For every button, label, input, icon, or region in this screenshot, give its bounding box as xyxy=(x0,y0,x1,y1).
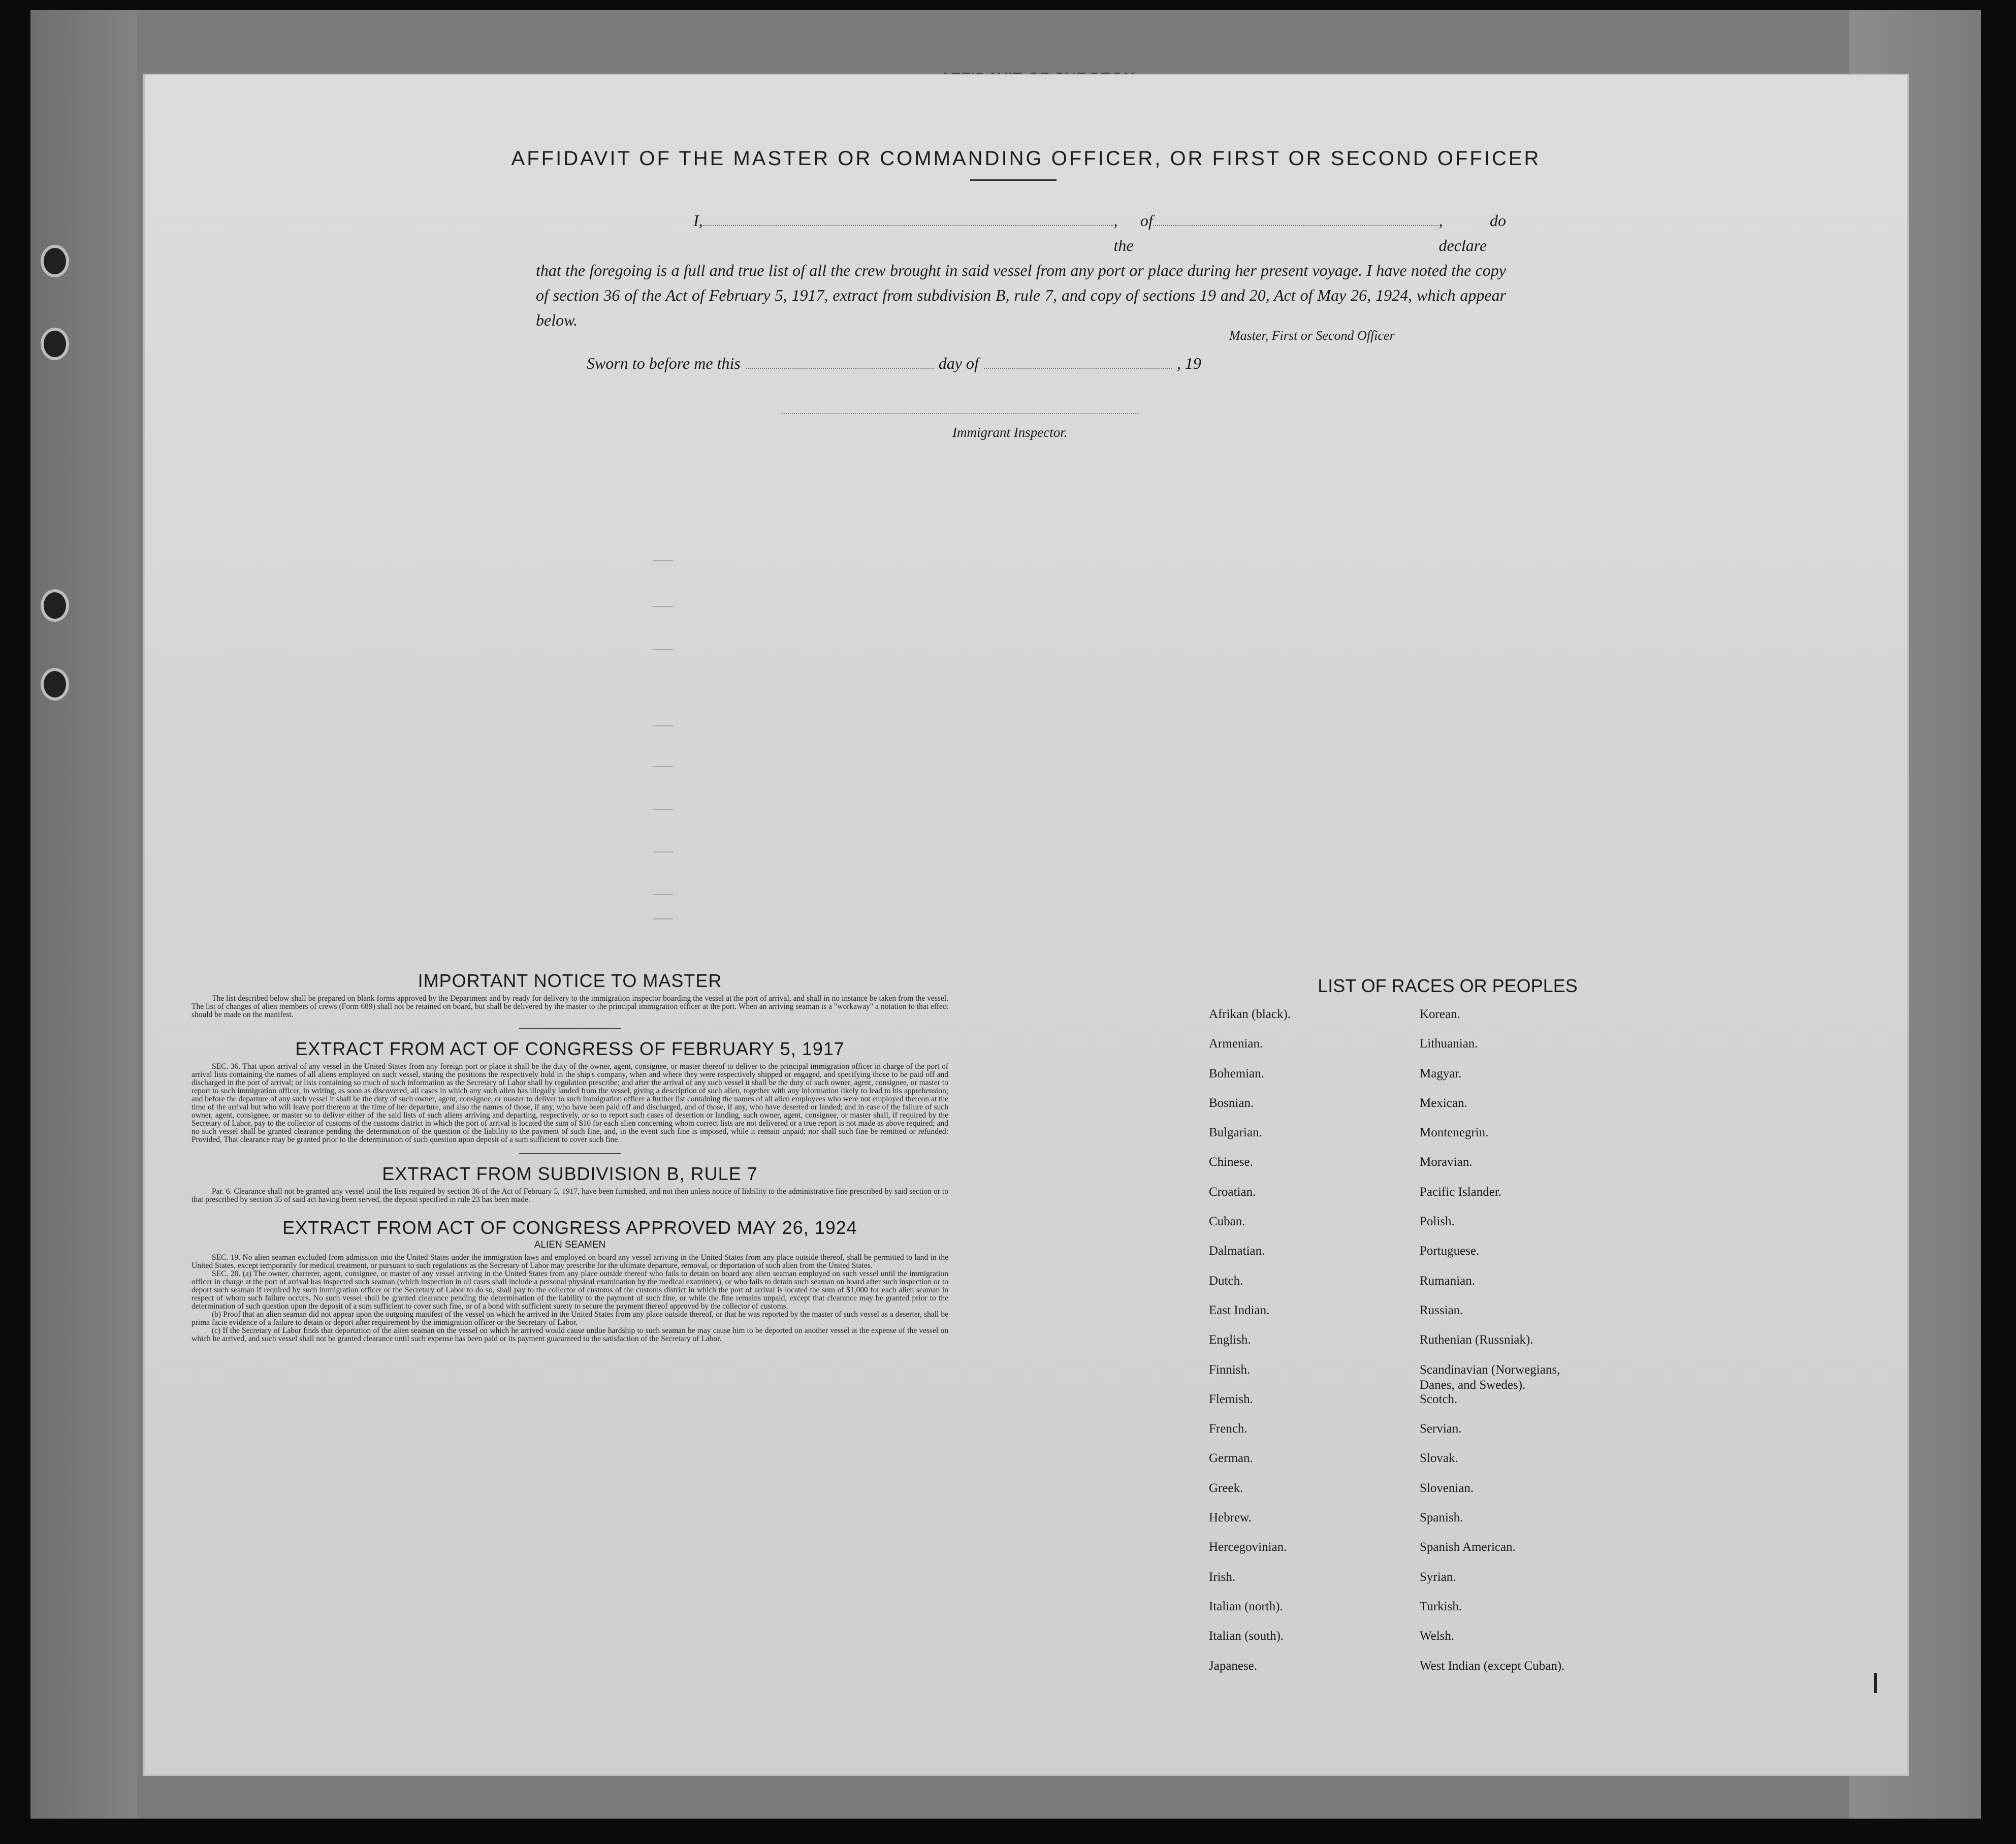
race-item: Cuban. xyxy=(1209,1215,1245,1229)
race-item: Finnish. xyxy=(1209,1362,1251,1377)
act-1917-heading: EXTRACT FROM ACT OF CONGRESS OF FEBRUARY 5, 1917 xyxy=(295,1038,845,1059)
sworn-day-field[interactable] xyxy=(746,354,934,369)
background-left-edge xyxy=(30,10,137,1819)
race-item: Scandinavian (Norwegians, Danes, and Swedes). xyxy=(1420,1362,1560,1392)
bleed-through-mark xyxy=(653,809,673,810)
binder-hole xyxy=(41,589,69,622)
race-item: East Indian. xyxy=(1209,1303,1270,1317)
bleed-through-mark xyxy=(653,851,673,852)
race-item: Polish. xyxy=(1420,1215,1455,1229)
race-item: Greek. xyxy=(1209,1481,1243,1495)
bleed-through-mark xyxy=(653,918,673,919)
rule-7-heading: EXTRACT FROM SUBDIVISION B, RULE 7 xyxy=(382,1163,758,1184)
race-item: Syrian. xyxy=(1420,1570,1456,1584)
act-1924-sec20b: (b) Proof that an alien seaman did not appear upon the outgoing manifest of the vessel on which he arrived in the United States from any place outside thereof, or that he was reported by the master of such vessel as a deserter, shall be prima facie evidence of a failure to detain or deport after requirement by the immigration officer or the Secretary of Labor. xyxy=(191,1310,948,1327)
race-item: Hebrew. xyxy=(1209,1511,1252,1525)
race-item: Moravian. xyxy=(1420,1155,1473,1169)
race-item: Bohemian. xyxy=(1209,1066,1265,1080)
race-item: Chinese. xyxy=(1209,1155,1253,1169)
sworn-month-field[interactable] xyxy=(984,354,1172,369)
race-item: Welsh. xyxy=(1420,1629,1455,1643)
race-item: Slovenian. xyxy=(1420,1481,1474,1495)
of-the-label: , of the xyxy=(1113,211,1153,255)
affidavit-title: AFFIDAVIT OF THE MASTER OR COMMANDING OFFICER, OR FIRST OR SECOND OFFICER xyxy=(511,147,1541,170)
race-item: Italian (north). xyxy=(1209,1599,1283,1613)
race-item: West Indian (except Cuban). xyxy=(1420,1659,1565,1673)
bleed-through-mark xyxy=(653,766,673,767)
bleed-through-mark xyxy=(653,560,673,561)
binder-hole xyxy=(41,328,69,360)
race-item: Armenian. xyxy=(1209,1037,1263,1051)
race-item: Slovak. xyxy=(1420,1451,1458,1466)
bleed-through-mark xyxy=(653,894,673,895)
bleed-through-mark xyxy=(653,725,673,726)
affidavit-sheet xyxy=(145,75,1907,1774)
declaration-first-line xyxy=(536,208,1506,258)
section-divider xyxy=(519,1153,621,1154)
spacer xyxy=(191,1204,948,1217)
race-item: Irish. xyxy=(1209,1570,1236,1584)
races-columns xyxy=(1209,1007,1717,1688)
race-item: Rumanian. xyxy=(1420,1274,1476,1288)
race-item: English. xyxy=(1209,1333,1251,1347)
race-item: Japanese. xyxy=(1209,1659,1258,1673)
vessel-name-field[interactable] xyxy=(1153,210,1439,226)
race-item: Ruthenian (Russniak). xyxy=(1420,1333,1533,1347)
race-item: Afrikan (black). xyxy=(1209,1007,1291,1021)
race-item: Magyar. xyxy=(1420,1066,1462,1080)
races-right-column xyxy=(1420,1007,1663,1688)
race-item: Lithuanian. xyxy=(1420,1037,1478,1051)
bleed-through-mark xyxy=(653,649,673,650)
race-item: Bosnian. xyxy=(1209,1096,1254,1110)
act-1924-sec20a: SEC. 20. (a) The owner, charterer, agent, consignee, or master of any vessel arriving in the United States from any place outside thereof who fails to detain on board any alien seaman employed on such vessel until the immigration officer in charge at the port of arrival has inspected such seaman (which inspection in all cases shall include a personal physical examination by the medical examiners), or who fails to detain such seaman on board after such inspection or to deport such seaman if required by such immigration officer or the Secretary of Labor to do so, shall pay to the collector of customs of the customs district in which the port of arrival is located the sum of $1,000 for each alien seaman in respect of whom such failure occurs. No such vessel shall be granted clearance pending the determination of the liability to the payment of such fine, or while the fine remains unpaid, except that clearance may be granted prior to the determination of such question upon the deposit of a sum sufficient to cover such fine, or of a bond with sufficient surety to secure the payment thereof approved by the collector of customs. xyxy=(191,1269,948,1311)
important-notice-heading: IMPORTANT NOTICE TO MASTER xyxy=(418,970,722,991)
race-item: Dutch. xyxy=(1209,1274,1243,1288)
race-item: Servian. xyxy=(1420,1422,1462,1436)
bleed-through-mark xyxy=(653,606,673,607)
year-prefix: , 19 xyxy=(1176,354,1201,372)
sworn-line xyxy=(587,354,1201,373)
race-item: Mexican. xyxy=(1420,1096,1467,1110)
officer-name-field[interactable] xyxy=(703,210,1114,226)
inspector-signature-field[interactable] xyxy=(782,413,1138,414)
races-heading: LIST OF RACES OR PEOPLES xyxy=(1318,975,1578,996)
officer-signature-label: Master, First or Second Officer xyxy=(1229,328,1395,343)
declaration-block xyxy=(536,208,1506,333)
corner-mark xyxy=(1874,1673,1877,1693)
race-item: German. xyxy=(1209,1451,1253,1466)
race-item: Dalmatian. xyxy=(1209,1244,1265,1258)
race-item: Scotch. xyxy=(1420,1392,1458,1406)
binder-hole xyxy=(41,668,69,701)
race-item: French. xyxy=(1209,1422,1247,1436)
race-item: Croatian. xyxy=(1209,1185,1256,1199)
race-item: Portuguese. xyxy=(1420,1244,1480,1258)
legal-notices xyxy=(191,970,948,1343)
section-divider xyxy=(519,1028,621,1029)
important-notice-body: The list described below shall be prepared on blank forms approved by the Department and by ready for delivery to the immigration inspector boarding the vessel at the port of arrival, and shall in no instance be taken from the vessel. The list of changes of alien members of crews (Form 689) shall not be retained on board, but shall be delivered by the master to the principal immigration officer at the port. When an arriving seaman is a "workaway" a notation to that effect should be made on the manifest. xyxy=(191,994,948,1019)
act-1917-body: SEC. 36. That upon arrival of any vessel in the United States from any foreign port or place it shall be the duty of the owner, agent, consignee, or master thereof to deliver to the principal immigration officer in charge of the port of arrival lists containing the names of all aliens employed on such vessel, stating the positions the respectively hold in the ship's company, when and where they were respectively shipped or engaged, and specifying those to be paid off and discharged in the port of arrival; or lists containing so much of such information as the Secretary of Labor shall by regulation prescribe; and after the arrival of any such vessel it shall be the duty of such owner, agent, consignee, or master to report to such immigration officer, in writing, as soon as discovered, all cases in which any such alien has illegally landed from the vessel, giving a description of such alien, together with any information likely to lead to his apprehension; and before the departure of any such vessel it shall be the duty of such owner, agent, consignee, or master to deliver to such immigration officer a further list containing the names of all alien employees who were not employed thereon at the time of the arrival but who will leave port thereon at the time of her departure, and also the names of those, if any, who have been paid off and discharged, and of those, if any, who have deserted or landed; and in case of the failure of such owner, agent, consignee, or master so to deliver either of the said lists of such aliens arriving and departing, respectively, or so to report such cases of desertion or landing, such owner, agent, consignee, or master shall, if required by the Secretary of Labor, pay to the collector of customs of the customs district in which the port of arrival is located the sum of $10 for each alien concerning whom correct lists are not delivered or a true report is not made as above required; and no such vessel shall be granted clearance pending the determination of the question of the liability to the payment of such fine, and, in the event such fine is imposed, while it remain unpaid; nor shall such fine be remitted or refunded: Provided, That clearance may be granted prior to the determination of such question upon deposit of a sum sufficient to cover such fine. xyxy=(191,1062,948,1144)
race-item: Hercegovinian. xyxy=(1209,1540,1287,1554)
inspector-label: Immigrant Inspector. xyxy=(952,425,1068,440)
race-item: Pacific Islander. xyxy=(1420,1185,1502,1199)
race-item: Spanish American. xyxy=(1420,1540,1516,1554)
race-item: Turkish. xyxy=(1420,1599,1462,1613)
race-item: Flemish. xyxy=(1209,1392,1253,1406)
race-item: Russian. xyxy=(1420,1303,1463,1317)
sworn-prefix: Sworn to before me this xyxy=(587,354,741,372)
race-item: Spanish. xyxy=(1420,1511,1463,1525)
races-left-column xyxy=(1209,1007,1420,1688)
race-item: Italian (south). xyxy=(1209,1629,1284,1643)
act-1924-heading: EXTRACT FROM ACT OF CONGRESS APPROVED MAY 26, 1924 xyxy=(282,1217,857,1238)
race-item: Montenegrin. xyxy=(1420,1126,1489,1140)
act-1924-sec19: SEC. 19. No alien seaman excluded from admission into the United States under the immigration laws and employed on board any vessel arriving in the United States from any place outside thereof, shall be permitted to land in the United States, except temporarily for medical treatment, or pursuant to such regulations as the Secretary of Labor may prescribe for the ultimate departure, removal, or deportation of such alien from the United States. xyxy=(191,1253,948,1270)
race-item: Korean. xyxy=(1420,1007,1460,1021)
declaration-statement: that the foregoing is a full and true list of all the crew brought in said vessel from any port or place during her present voyage. I have noted the copy of section 36 of the Act of February 5, 1917, extract from subdivision B, rule 7, and copy of sections 19 and 20, Act of May 26, 1924, which appear below. xyxy=(536,261,1506,329)
races-list xyxy=(1209,975,1717,1688)
day-of-label: day of xyxy=(938,354,979,372)
declaration-pronoun: I, xyxy=(693,211,703,230)
do-declare-label: , do declare xyxy=(1438,211,1506,255)
alien-seamen-subheading: ALIEN SEAMEN xyxy=(534,1239,606,1250)
binder-hole xyxy=(41,245,69,277)
race-item: Bulgarian. xyxy=(1209,1126,1262,1140)
rule-7-body: Par. 6. Clearance shall not be granted any vessel until the lists required by section 36 of the Act of February 5, 1917, have been furnished, and not then unless notice of liability to the administrative fine prescribed by said section or to that prescribed by section 35 of said act having been served, the deposit specified in rule 23 has been made. xyxy=(191,1187,948,1204)
title-divider xyxy=(970,179,1057,181)
act-1924-sec20c: (c) If the Secretary of Labor finds that deportation of the alien seaman on the vessel on which he arrived would cause undue hardship to such seaman he may cause him to be deported on another vessel at the expense of the vessel on which he arrived, and such vessel shall not be granted clearance until such expense has been paid or its payment guaranteed to the satisfaction of the Secretary of Labor. xyxy=(191,1326,948,1343)
